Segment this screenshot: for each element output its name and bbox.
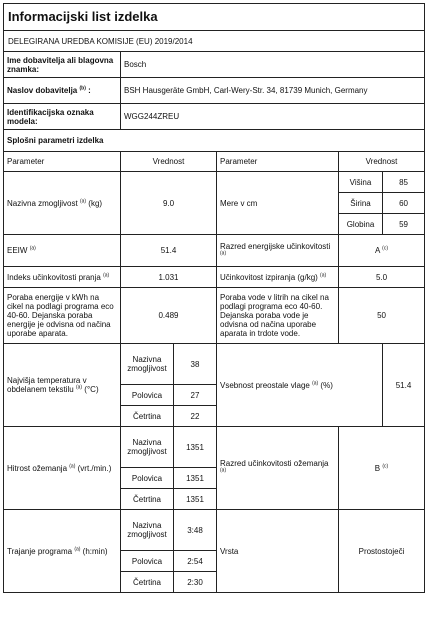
duration-rated-label: Nazivna zmogljivost [121,510,174,551]
product-sheet-table [3,3,425,593]
capacity-value: 9.0 [121,172,217,235]
washing-index-label: Indeks učinkovitosti pranja $^{(a)}$ [4,267,121,288]
duration-quarter-value: 2:30 [174,572,217,593]
width-label: Širina [339,193,383,214]
supplier-name-label: Ime dobavitelja ali blagovna znamka: [4,52,121,78]
spin-speed-quarter-label: Četrtina [121,489,174,510]
depth-label: Globina [339,214,383,235]
energy-class-value: A $^{(c)}$ [339,235,425,267]
energy-consumption-label: Poraba energije v kWh na cikel na podlagi programa eco 40-60. Dejanska poraba energije je odvisna od načina uporabe aparata. [4,288,121,344]
dimensions-label: Mere v cm [217,172,339,235]
height-value: 85 [383,172,425,193]
spin-class-label: Razred učinkovitosti ožemanja $^{(a)}$ [217,427,339,510]
model-identifier-label: Identifikacijska oznaka modela: [4,104,121,130]
temperature-half-label: Polovica [121,385,174,406]
duration-rated-value: 3:48 [174,510,217,551]
sheet-title: Informacijski list izdelka [4,4,425,31]
duration-label: Trajanje programa $^{(a)}$ (h:min) [4,510,121,593]
spin-speed-rated-value: 1351 [174,427,217,468]
capacity-label: Nazivna zmogljivost $^{(a)}$ (kg) [4,172,121,235]
eeiw-value: 51.4 [121,235,217,267]
header-parameter-left: Parameter [4,152,121,172]
energy-class-label: Razred energijske učinkovitosti $^{(a)}$ [217,235,339,267]
spin-speed-label: Hitrost ožemanja $^{(a)}$ (vrt./min.) [4,427,121,510]
header-parameter-right: Parameter [217,152,339,172]
eeiw-label: EEIW $^{(a)}$ [4,235,121,267]
water-consumption-label: Poraba vode v litrih na cikel na podlagi programa eco 40-60. Dejanska poraba vode je odvisna od načina uporabe aparata in trdote vode. [217,288,339,344]
energy-consumption-value: 0.489 [121,288,217,344]
spin-speed-quarter-value: 1351 [174,489,217,510]
spin-speed-half-value: 1351 [174,468,217,489]
type-value: Prostostoječi [339,510,425,593]
depth-value: 59 [383,214,425,235]
duration-half-label: Polovica [121,551,174,572]
spin-speed-rated-label: Nazivna zmogljivost [121,427,174,468]
water-consumption-value: 50 [339,288,425,344]
width-value: 60 [383,193,425,214]
temperature-quarter-value: 22 [174,406,217,427]
washing-index-value: 1.031 [121,267,217,288]
supplier-name-value: Bosch [121,52,425,78]
supplier-address-label: Naslov dobavitelja $^{(b)}$ : [4,78,121,104]
model-identifier-value: WGG244ZREU [121,104,425,130]
temperature-rated-label: Nazivna zmogljivost [121,344,174,385]
header-value-left: Vrednost [121,152,217,172]
temperature-rated-value: 38 [174,344,217,385]
rinsing-value: 5.0 [339,267,425,288]
spin-class-value: B $^{(c)}$ [339,427,425,510]
spin-speed-half-label: Polovica [121,468,174,489]
footnote-mark: (b) [79,85,86,92]
height-label: Višina [339,172,383,193]
moisture-label: Vsebnost preostale vlage $^{(a)}$ (%) [217,344,383,427]
temperature-label: Najvišja temperatura v obdelanem tekstilu $^{(a)}$ (°C) [4,344,121,427]
duration-half-value: 2:54 [174,551,217,572]
rinsing-label: Učinkovitost izpiranja (g/kg) $^{(a)}$ [217,267,339,288]
supplier-address-value: BSH Hausgeräte GmbH, Carl-Wery-Str. 34, 81739 Munich, Germany [121,78,425,104]
product-information-sheet [3,3,424,593]
moisture-value: 51.4 [383,344,425,427]
temperature-quarter-label: Četrtina [121,406,174,427]
temperature-half-value: 27 [174,385,217,406]
regulation-text: DELEGIRANA UREDBA KOMISIJE (EU) 2019/2014 [4,31,425,52]
header-value-right: Vrednost [339,152,425,172]
section-title: Splošni parametri izdelka [4,130,425,152]
type-label: Vrsta [217,510,339,593]
duration-quarter-label: Četrtina [121,572,174,593]
